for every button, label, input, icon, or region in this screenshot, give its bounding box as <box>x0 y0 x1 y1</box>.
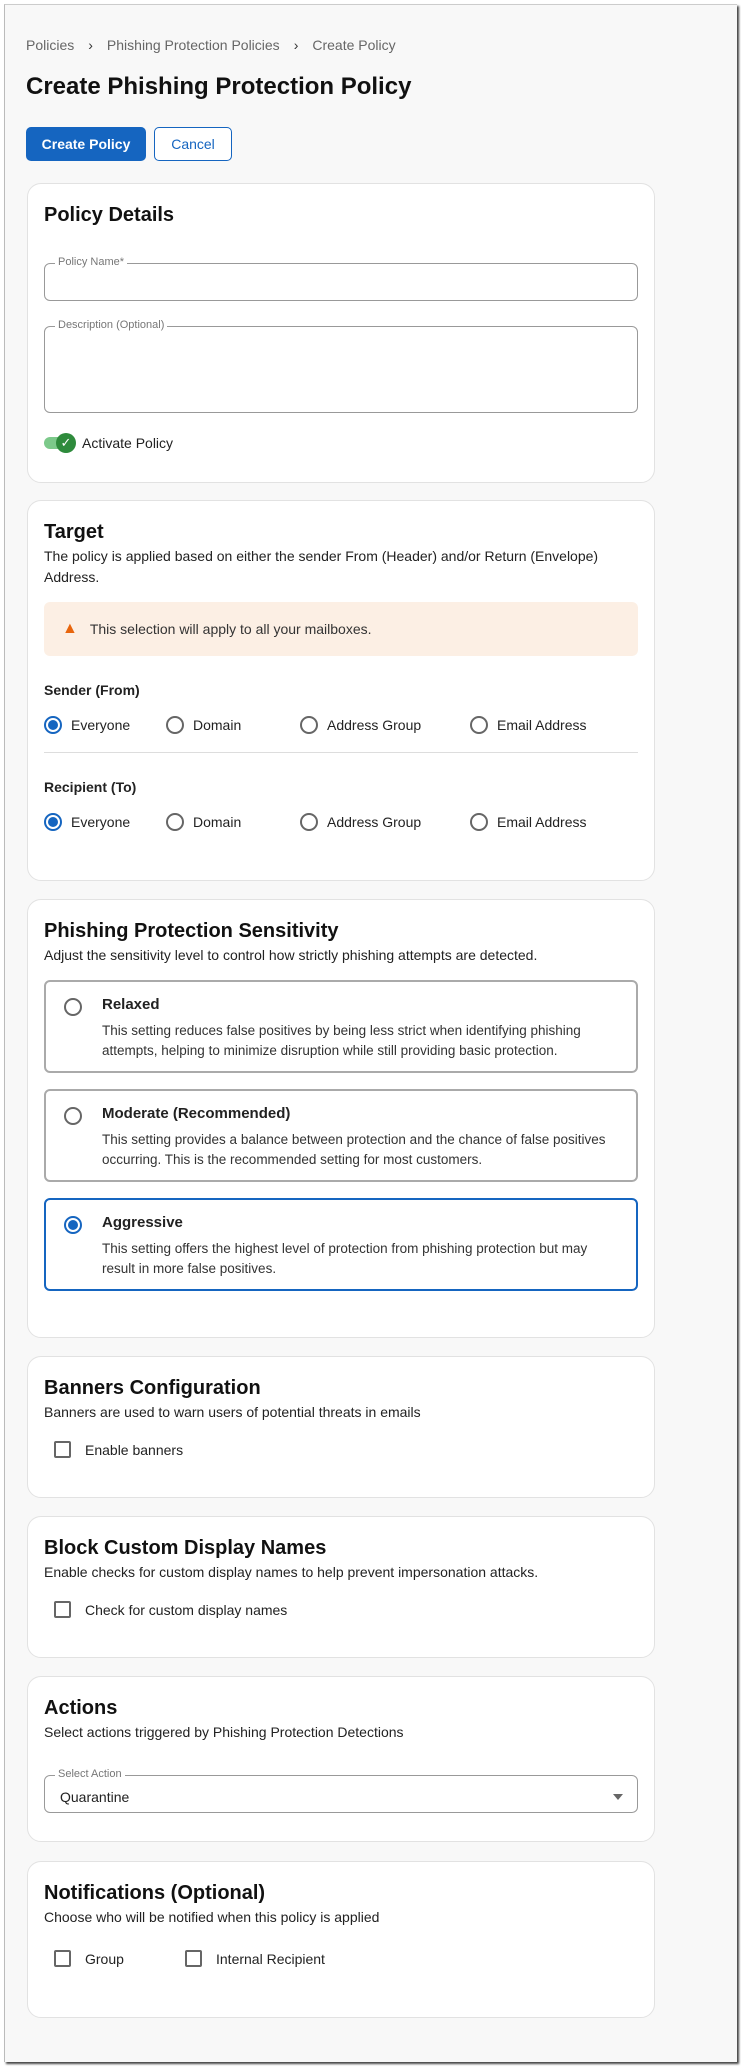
radio-icon <box>64 1216 82 1234</box>
section-heading: Actions <box>44 1697 118 1719</box>
cancel-button[interactable]: Cancel <box>154 127 232 161</box>
actions-card <box>27 1676 655 1842</box>
policy-details-card <box>27 183 655 483</box>
sender-domain-radio[interactable] <box>166 716 300 734</box>
section-heading: Block Custom Display Names <box>44 1537 327 1559</box>
section-heading: Banners Configuration <box>44 1377 261 1399</box>
section-heading: Policy Details <box>44 204 175 226</box>
radio-label: Domain <box>193 814 242 830</box>
section-description: Banners are used to warn users of potential threats in emails <box>44 1404 421 1420</box>
target-card <box>27 500 655 881</box>
chevron-right-icon: › <box>293 37 299 53</box>
recipient-label: Recipient (To) <box>44 779 137 795</box>
section-heading: Target <box>44 521 104 543</box>
radio-icon <box>470 716 488 734</box>
section-heading: Phishing Protection Sensitivity <box>44 920 339 942</box>
sensitivity-card <box>27 899 655 1338</box>
group-checkbox[interactable] <box>54 1950 185 1967</box>
radio-label: Email Address <box>497 814 587 830</box>
internal-recipient-checkbox[interactable] <box>185 1950 325 1967</box>
radio-icon <box>166 813 184 831</box>
checkbox-icon <box>54 1601 71 1618</box>
radio-icon <box>300 716 318 734</box>
sender-address-group-radio[interactable] <box>300 716 470 734</box>
sender-label: Sender (From) <box>44 682 140 698</box>
page-title: Create Phishing Protection Policy <box>26 73 412 100</box>
section-description: Choose who will be notified when this policy is applied <box>44 1909 380 1925</box>
option-title: Moderate (Recommended) <box>102 1105 291 1122</box>
notifications-card <box>27 1861 655 2018</box>
select-action-value: Quarantine <box>60 1789 130 1805</box>
section-description: Adjust the sensitivity level to control how strictly phishing attempts are detected. <box>44 947 538 963</box>
radio-icon <box>166 716 184 734</box>
section-description: Select actions triggered by Phishing Protection Detections <box>44 1724 404 1740</box>
radio-label: Email Address <box>497 717 587 733</box>
sensitivity-moderate-option[interactable] <box>44 1089 638 1182</box>
radio-label: Address Group <box>327 717 422 733</box>
radio-label: Everyone <box>71 814 131 830</box>
page <box>4 4 737 2062</box>
radio-icon <box>64 1107 82 1125</box>
check-icon: ✓ <box>56 433 76 453</box>
breadcrumb <box>26 37 396 53</box>
radio-icon <box>44 813 62 831</box>
recipient-everyone-radio[interactable] <box>44 813 166 831</box>
recipient-domain-radio[interactable] <box>166 813 300 831</box>
radio-label: Address Group <box>327 814 422 830</box>
caret-down-icon <box>613 1794 623 1800</box>
checkbox-icon <box>185 1950 202 1967</box>
banners-card <box>27 1356 655 1498</box>
checkbox-icon <box>54 1441 71 1458</box>
display-names-card <box>27 1516 655 1658</box>
divider <box>44 752 638 753</box>
section-description: The policy is applied based on either the sender From (Header) and/or Return (Envelope) Address. <box>44 548 599 585</box>
checkbox-label: Check for custom display names <box>85 1601 288 1618</box>
option-title: Aggressive <box>102 1214 183 1231</box>
notification-options <box>54 1950 638 1967</box>
chevron-right-icon: › <box>88 37 93 53</box>
warning-text: This selection will apply to all your mailboxes. <box>89 621 372 637</box>
select-action-label: Select Action <box>55 1768 125 1780</box>
sender-everyone-radio[interactable] <box>44 716 166 734</box>
breadcrumb-policies[interactable]: Policies <box>26 37 75 53</box>
checkbox-label: Internal Recipient <box>216 1950 325 1967</box>
option-title: Relaxed <box>102 996 160 1013</box>
sender-radio-group <box>44 716 638 734</box>
checkbox-label: Group <box>85 1950 124 1967</box>
radio-icon <box>300 813 318 831</box>
custom-display-names-checkbox[interactable] <box>54 1601 638 1618</box>
option-description: This setting provides a balance between protection and the chance of false positives occurring. This is the recommended setting for most customers. <box>102 1132 606 1167</box>
warning-icon: ▲ <box>62 620 78 637</box>
recipient-address-group-radio[interactable] <box>300 813 470 831</box>
breadcrumb-phishing-policies[interactable]: Phishing Protection Policies <box>106 37 280 53</box>
section-heading: Notifications (Optional) <box>44 1882 266 1904</box>
enable-banners-checkbox[interactable] <box>54 1441 638 1458</box>
radio-label: Domain <box>193 717 242 733</box>
sender-email-address-radio[interactable] <box>470 716 586 734</box>
checkbox-icon <box>54 1950 71 1967</box>
breadcrumb-current: Create Policy <box>312 37 396 53</box>
recipient-radio-group <box>44 813 638 831</box>
description-textarea[interactable] <box>44 319 638 413</box>
sensitivity-relaxed-option[interactable] <box>44 980 638 1073</box>
option-description: This setting offers the highest level of protection from phishing protection but may result in more false positives. <box>102 1241 588 1276</box>
select-action-dropdown[interactable] <box>44 1768 638 1813</box>
activate-policy-label: Activate Policy <box>82 435 174 451</box>
option-description: This setting reduces false positives by being less strict when identifying phishing attempts, helping to minimize disruption while still providing basic protection. <box>102 1023 581 1058</box>
toggle-track[interactable] <box>44 437 70 449</box>
recipient-email-address-radio[interactable] <box>470 813 586 831</box>
sensitivity-aggressive-option[interactable] <box>44 1198 638 1291</box>
activate-policy-toggle[interactable] <box>44 435 638 451</box>
warning-banner <box>44 602 638 656</box>
policy-name-input[interactable] <box>44 256 638 301</box>
radio-icon <box>64 998 82 1016</box>
radio-label: Everyone <box>71 717 131 733</box>
section-description: Enable checks for custom display names to help prevent impersonation attacks. <box>44 1564 539 1580</box>
description-label: Description (Optional) <box>55 319 167 331</box>
radio-icon <box>44 716 62 734</box>
radio-icon <box>470 813 488 831</box>
create-policy-button[interactable]: Create Policy <box>26 127 146 161</box>
checkbox-label: Enable banners <box>85 1441 184 1458</box>
policy-name-label: Policy Name* <box>55 256 127 268</box>
